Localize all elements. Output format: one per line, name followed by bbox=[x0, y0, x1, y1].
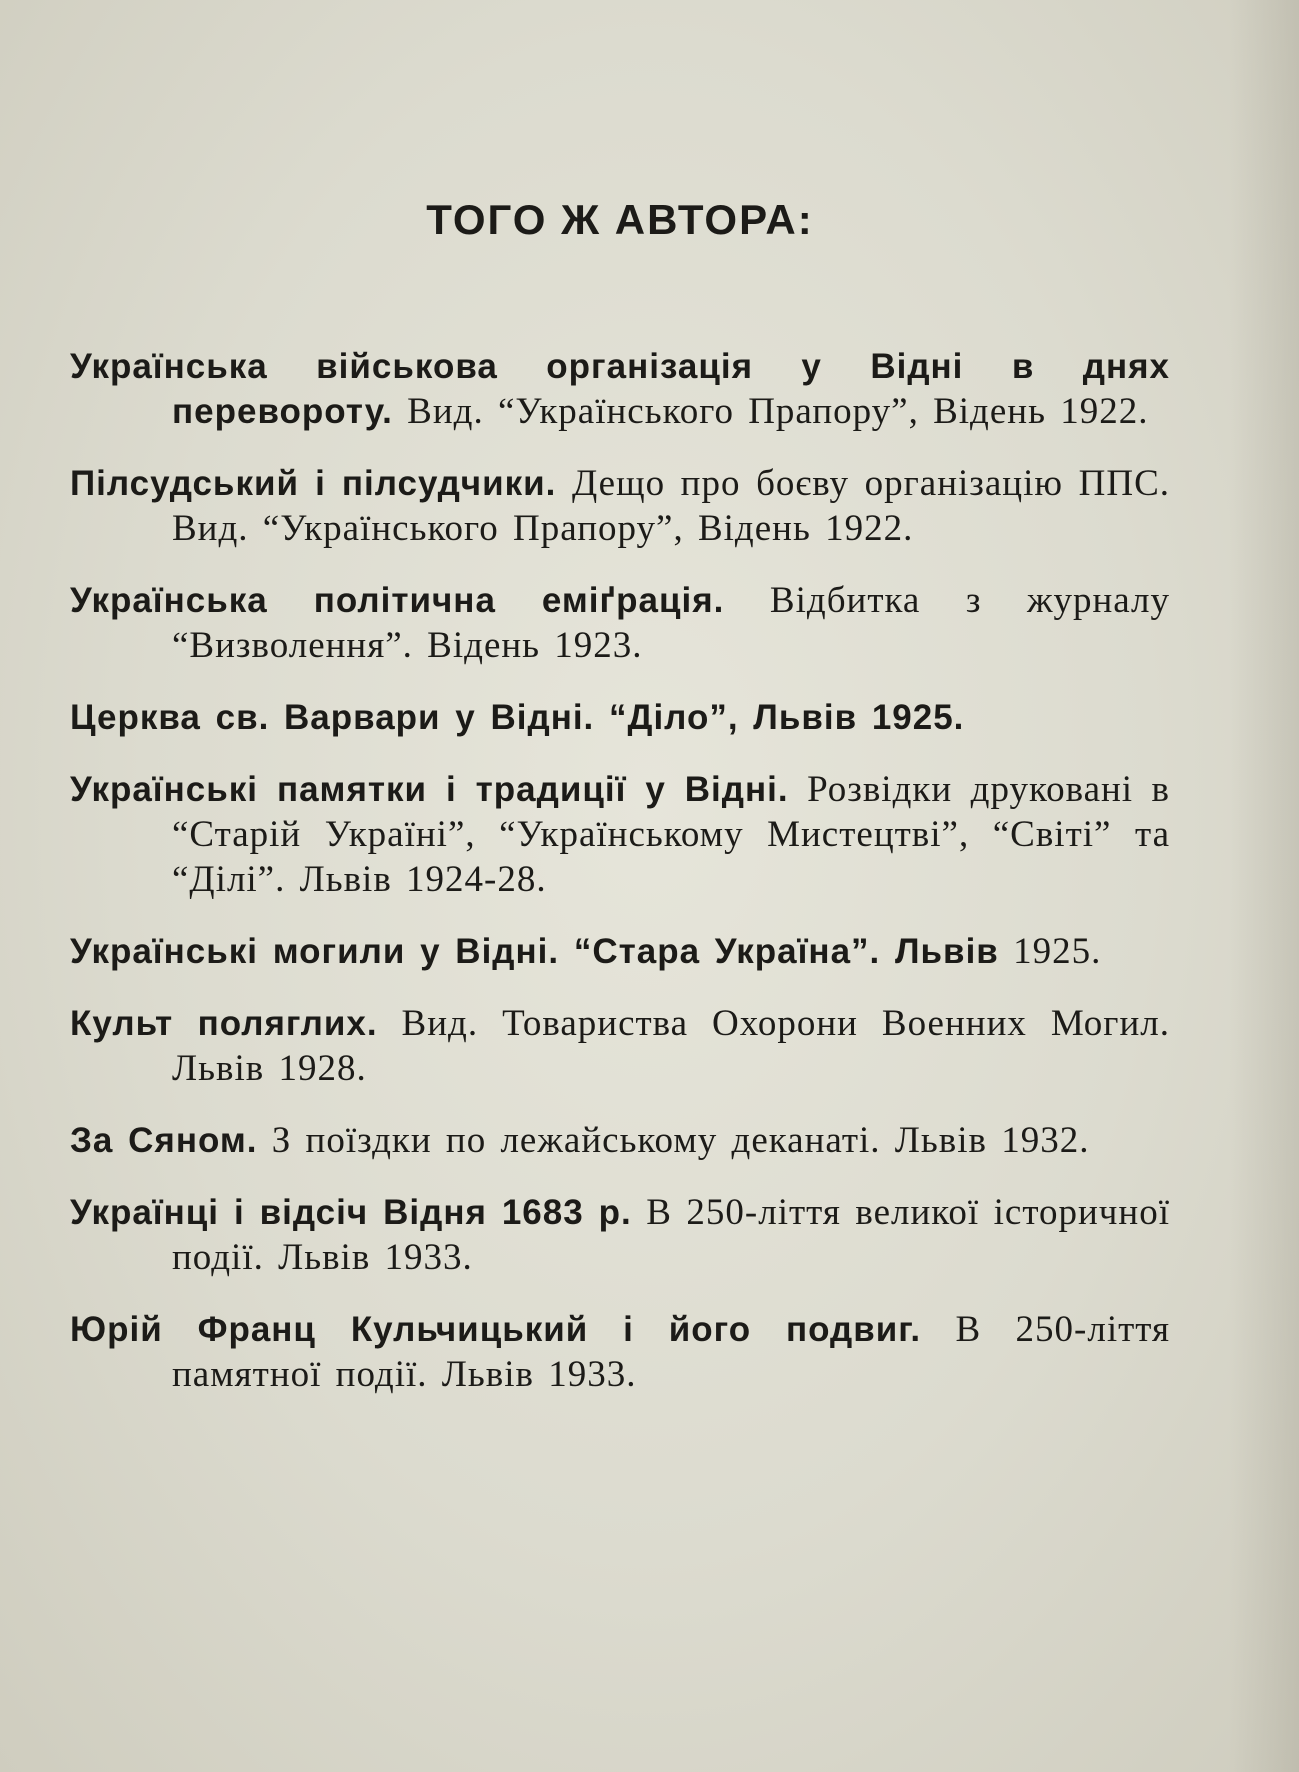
entry-details: Вид. “Українського Прапору”, Відень 1922. bbox=[407, 391, 1149, 432]
list-item bbox=[70, 344, 1170, 434]
entry-title: За Сяном. bbox=[70, 1121, 258, 1160]
entry-title: Культ поляглих. bbox=[70, 1004, 378, 1043]
entry-details: Відбитка з журналу “Визволення”. Відень 1923. bbox=[172, 580, 1171, 666]
entry-details: 1925. bbox=[1013, 931, 1102, 972]
entry-title: Українці і відсіч Відня 1683 р. bbox=[70, 1193, 632, 1232]
entry-details: З поїздки по лежайському деканаті. Львів 1932. bbox=[271, 1120, 1090, 1161]
list-item bbox=[70, 1118, 1170, 1163]
page-heading: ТОГО Ж АВТОРА: bbox=[426, 196, 814, 243]
bibliography-list bbox=[70, 344, 1170, 1424]
entry-title: Пілсудський і пілсудчики. bbox=[70, 464, 557, 503]
entry-details: Дещо про боєву організацію ППС. Вид. “Українського Прапору”, Відень 1922. bbox=[172, 463, 1171, 549]
entry-title: Українські памятки і традиції у Відні. bbox=[70, 770, 789, 809]
list-item bbox=[70, 578, 1170, 668]
entry-title: Українська військова організація у Відні в днях перевороту. bbox=[70, 347, 1170, 431]
list-item bbox=[70, 695, 1170, 740]
entry-title: Українська політична еміґрація. bbox=[70, 581, 725, 620]
entry-details: В 250-ліття великої історичної події. Львів 1933. bbox=[172, 1192, 1170, 1278]
entry-title: Церква св. Варвари у Відні. “Діло”, Львів 1925. bbox=[70, 698, 965, 737]
list-item bbox=[70, 1001, 1170, 1091]
entry-details: Розвідки друковані в “Старій Україні”, “Українському Мистецтві”, “Світі” та “Ділі”. Львів 1924-28. bbox=[172, 769, 1171, 900]
list-item bbox=[70, 461, 1170, 551]
list-item bbox=[70, 767, 1170, 902]
list-item bbox=[70, 929, 1170, 974]
entry-details: Вид. Товариства Охорони Военних Могил. Львів 1928. bbox=[172, 1003, 1171, 1089]
page-edge-shadow bbox=[1229, 0, 1299, 1772]
list-item bbox=[70, 1307, 1170, 1397]
entry-title: Юрій Франц Кульчицький і його подвиг. bbox=[70, 1310, 922, 1349]
entry-details: В 250-ліття памятної події. Львів 1933. bbox=[172, 1309, 1170, 1395]
list-item bbox=[70, 1190, 1170, 1280]
entry-title: Українські могили у Відні. “Стара Україна”. Львів bbox=[70, 932, 999, 971]
